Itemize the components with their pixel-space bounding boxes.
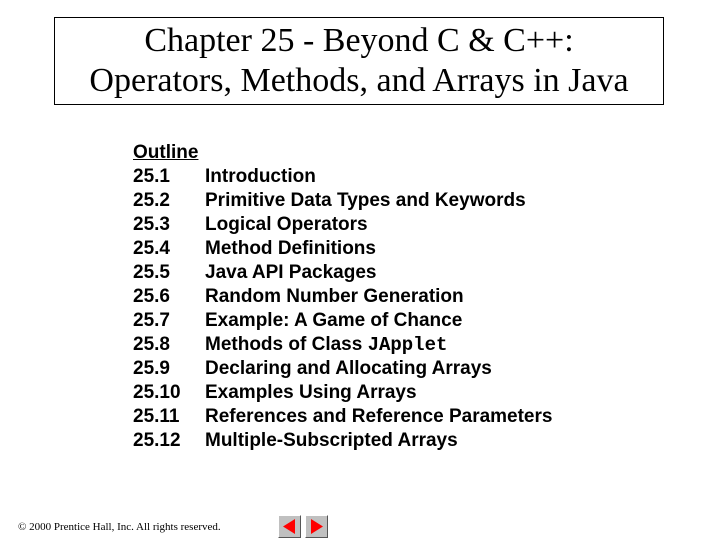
outline-item	[133, 213, 552, 237]
outline-item	[133, 165, 552, 189]
outline-item	[133, 285, 552, 309]
outline-item-number: 25.6	[133, 286, 170, 307]
outline-section	[133, 141, 552, 453]
slide-title-line-2: Operators, Methods, and Arrays in Java	[89, 62, 629, 99]
outline-item	[133, 357, 552, 381]
outline-item-title: Random Number Generation	[205, 286, 464, 307]
outline-item-title: Primitive Data Types and Keywords	[205, 190, 526, 211]
previous-slide-button[interactable]	[278, 515, 301, 538]
outline-item-number: 25.12	[133, 430, 181, 451]
outline-item-number: 25.9	[133, 358, 170, 379]
outline-list	[133, 165, 552, 453]
outline-item-title: Methods of Class	[205, 334, 368, 355]
slide-title-box	[54, 17, 664, 105]
outline-item-number: 25.1	[133, 166, 170, 187]
outline-item	[133, 405, 552, 429]
outline-item-title: References and Reference Parameters	[205, 406, 553, 427]
outline-item-title: Method Definitions	[205, 238, 376, 259]
outline-item-title: Multiple-Subscripted Arrays	[205, 430, 458, 451]
outline-item	[133, 381, 552, 405]
outline-item-number: 25.5	[133, 262, 170, 283]
outline-item-title: Logical Operators	[205, 214, 368, 235]
next-slide-button[interactable]	[305, 515, 328, 538]
outline-item	[133, 261, 552, 285]
outline-item	[133, 189, 552, 213]
outline-item-title: Example: A Game of Chance	[205, 310, 463, 331]
outline-item	[133, 309, 552, 333]
outline-item	[133, 333, 552, 357]
outline-item-number: 25.3	[133, 214, 170, 235]
outline-item-title: Examples Using Arrays	[205, 382, 417, 403]
outline-item-title: Java API Packages	[205, 262, 377, 283]
outline-item-number: 25.4	[133, 238, 170, 259]
triangle-left-icon	[281, 518, 298, 535]
outline-item-number: 25.2	[133, 190, 170, 211]
outline-item-number: 25.8	[133, 334, 170, 355]
outline-item-title: Declaring and Allocating Arrays	[205, 358, 492, 379]
outline-item	[133, 429, 552, 453]
outline-item-number: 25.7	[133, 310, 170, 331]
triangle-right-icon	[308, 518, 325, 535]
outline-item-title: Introduction	[205, 166, 316, 187]
outline-item-number: 25.10	[133, 382, 181, 403]
outline-item-code: JApplet	[367, 334, 448, 356]
outline-item	[133, 237, 552, 261]
slide-title-line-1: Chapter 25 - Beyond C & C++:	[144, 22, 574, 59]
copyright-footer: © 2000 Prentice Hall, Inc. All rights reserved.	[18, 521, 221, 533]
outline-heading: Outline	[133, 142, 199, 163]
outline-item-number: 25.11	[133, 406, 180, 427]
